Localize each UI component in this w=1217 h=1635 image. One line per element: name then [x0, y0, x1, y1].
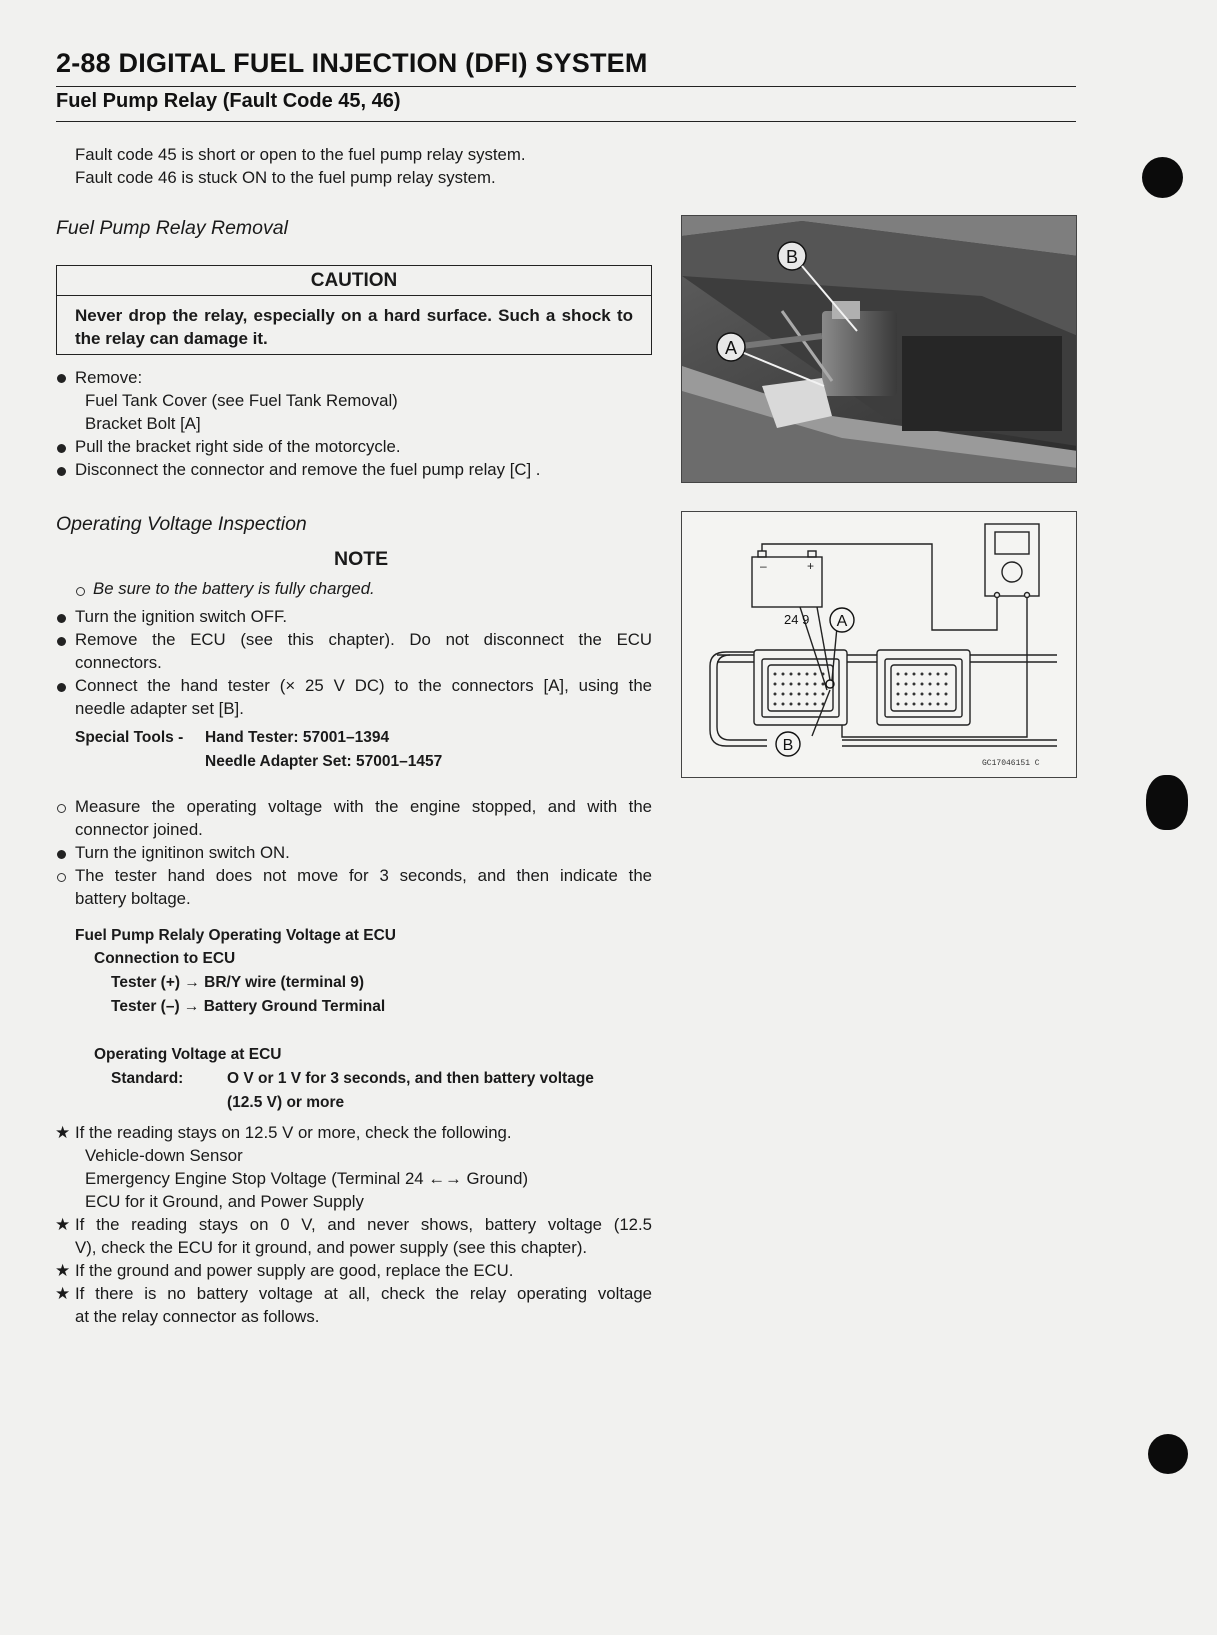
standard-label: Standard: [111, 1070, 184, 1087]
trouble-1-subitem-1: Vehicle-down Sensor [85, 1146, 243, 1165]
wiring-diagram-art [682, 512, 1078, 779]
trouble-1-line-1: If the reading stays on 12.5 V or more, check the following. [75, 1123, 512, 1142]
bullet-icon [57, 637, 66, 646]
standard-value-2: (12.5 V) or more [227, 1094, 345, 1111]
photo-label-a: A [724, 338, 738, 358]
measure-line-2: connector joined. [75, 820, 203, 839]
battery-terminal-minus [758, 551, 766, 557]
section-title: Fuel Pump Relay (Fault Code 45, 46) [56, 90, 401, 112]
bullet-icon [57, 683, 66, 692]
tester-hand-line-2: battery boltage. [75, 889, 191, 908]
spec-title: Fuel Pump Relaly Operating Voltage at ECU [75, 927, 396, 944]
tester-plus: Tester (+) → BR/Y wire (terminal 9) [111, 974, 365, 991]
remove-label: Remove: [75, 368, 143, 387]
bullet-icon [57, 444, 66, 453]
trouble-2-line-1: If the reading stays on 0 V, and never shows, battery voltage (12.5 [75, 1215, 652, 1234]
remove-item-2: Bracket Bolt [A] [85, 414, 201, 433]
tester-display [995, 532, 1029, 554]
removal-step-2: Disconnect the connector and remove the fuel pump relay [C] . [75, 460, 541, 479]
tester-shape [985, 524, 1039, 596]
voltage-step-1: Turn the ignition switch OFF. [75, 607, 288, 626]
voltage-heading: Operating Voltage Inspection [56, 513, 307, 535]
diagram-label-b: B [782, 737, 794, 754]
caution-title: CAUTION [57, 266, 651, 296]
note-text: Be sure to the battery is fully charged. [93, 579, 375, 598]
subtitle-rule [56, 121, 1076, 122]
trouble-1-subitem-2: Emergency Engine Stop Voltage (Terminal 24 ←→ Ground) [85, 1169, 529, 1188]
measure-line-1: Measure the operating voltage with the engine stopped, and with the [75, 797, 652, 816]
removal-heading: Fuel Pump Relay Removal [56, 217, 288, 239]
bullet-icon [57, 374, 66, 383]
op-voltage-title: Operating Voltage at ECU [94, 1046, 282, 1063]
intro-line-1: Fault code 45 is short or open to the fuel pump relay system. [75, 145, 526, 164]
bullet-icon [57, 614, 66, 623]
star-icon: ★ [55, 1261, 71, 1280]
trouble-4-line-2: at the relay connector as follows. [75, 1307, 320, 1326]
caution-box [56, 265, 652, 355]
bullet-icon [57, 467, 66, 476]
photo-label-b: B [785, 247, 799, 267]
wiring-diagram [681, 511, 1077, 778]
voltage-step-2b: connectors. [75, 653, 162, 672]
note-title: NOTE [334, 548, 389, 570]
ring-bullet-icon [76, 587, 85, 596]
battery-plus-label: + [807, 559, 815, 573]
terminal-numbers: 24 9 [784, 612, 810, 627]
ring-bullet-icon [57, 804, 66, 813]
bullet-icon [57, 850, 66, 859]
tool-hand-tester: Hand Tester: 57001–1394 [205, 729, 390, 746]
diagram-label-a: A [836, 613, 848, 630]
trouble-3-line-1: If the ground and power supply are good, replace the ECU. [75, 1261, 514, 1280]
tester-minus: Tester (–) → Battery Ground Terminal [111, 998, 386, 1015]
remove-item-1: Fuel Tank Cover (see Fuel Tank Removal) [85, 391, 398, 410]
voltage-step-2: Remove the ECU (see this chapter). Do not disconnect the ECU [75, 630, 652, 649]
standard-value-1: O V or 1 V for 3 seconds, and then battery voltage [227, 1070, 594, 1087]
relay-photo-art [682, 216, 1077, 483]
tester-dial [1002, 562, 1022, 582]
tool-needle-adapter: Needle Adapter Set: 57001–1457 [205, 753, 443, 770]
trouble-4-line-1: If there is no battery voltage at all, check the relay operating voltage [75, 1284, 652, 1303]
punch-hole [1142, 157, 1183, 198]
star-icon: ★ [55, 1284, 71, 1303]
title-rule [56, 86, 1076, 87]
voltage-step-3b: needle adapter set [B]. [75, 699, 244, 718]
removal-step-1: Pull the bracket right side of the motorcycle. [75, 437, 401, 456]
battery-minus-label: – [760, 559, 767, 573]
punch-hole [1146, 775, 1188, 830]
star-icon: ★ [55, 1215, 71, 1234]
intro-line-2: Fault code 46 is stuck ON to the fuel pump relay system. [75, 168, 496, 187]
tester-hand-line-1: The tester hand does not move for 3 seconds, and then indicate the [75, 866, 652, 885]
voltage-step-3: Connect the hand tester (× 25 V DC) to the connectors [A], using the [75, 676, 652, 695]
page-title: 2-88 DIGITAL FUEL INJECTION (DFI) SYSTEM [56, 48, 648, 78]
relay-photo [681, 215, 1077, 483]
battery-terminal-plus [808, 551, 816, 557]
caution-text: Never drop the relay, especially on a hard surface. Such a shock to the relay can damage it. [75, 306, 633, 348]
punch-hole [1148, 1434, 1188, 1474]
special-tools-label: Special Tools - [75, 729, 184, 746]
connection-title: Connection to ECU [94, 950, 236, 967]
figure-code: GC17046151 C [982, 759, 1040, 768]
star-icon: ★ [55, 1123, 71, 1142]
turn-on-step: Turn the ignitinon switch ON. [75, 843, 290, 862]
trouble-1-subitem-3: ECU for it Ground, and Power Supply [85, 1192, 364, 1211]
trouble-2-line-2: V), check the ECU for it ground, and power supply (see this chapter). [75, 1238, 588, 1257]
ring-bullet-icon [57, 873, 66, 882]
